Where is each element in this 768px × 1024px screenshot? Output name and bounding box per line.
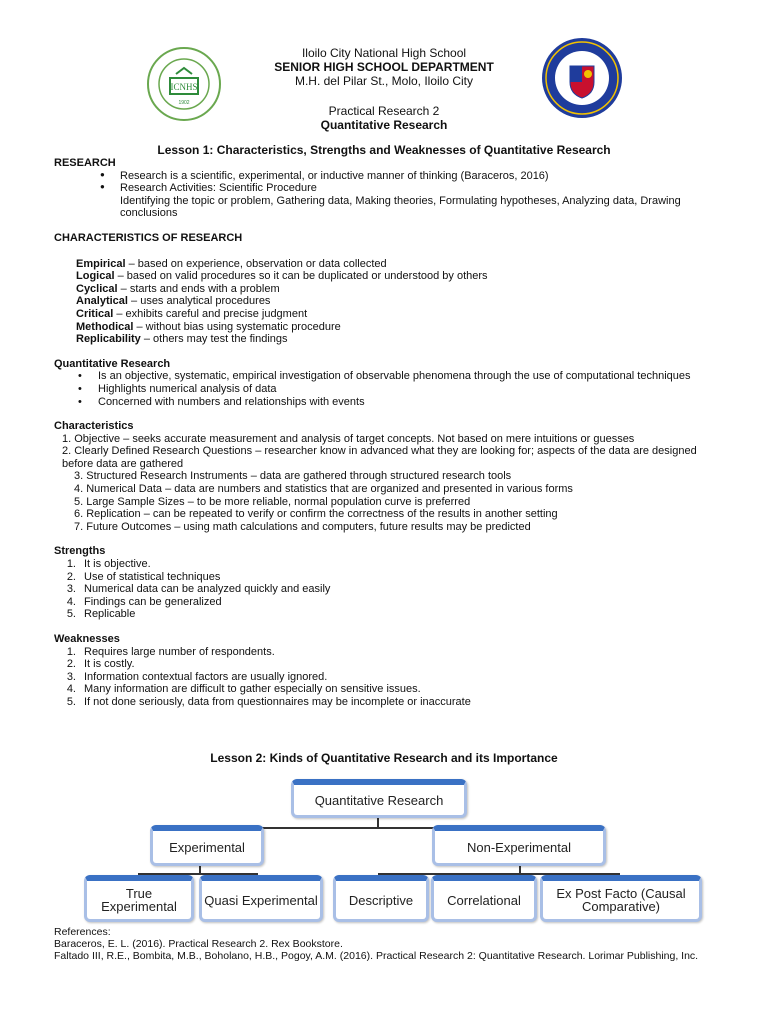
quantitative-research-heading: Quantitative Research [54,357,171,370]
list-item: 2. Clearly Defined Research Questions – researcher know in advanced what they are looking for; aspects of the data are designed before data are gathered [62,445,697,470]
list-item: ● Research Activities: Scientific Procedure [98,182,724,195]
course-title: Practical Research 2 [328,104,440,118]
characteristics-list [76,258,724,346]
list-item: • Is an objective, systematic, empirical investigation of observable phenomena through the use of computational techniques [76,370,724,383]
list-item: 5. Replicable [66,608,136,621]
list-item: 1. Requires large number of respondents. [66,645,275,658]
school-address: M.H. del Pilar St., Molo, Iloilo City [294,74,474,88]
list-item: 3. Information contextual factors are usually ignored. [66,670,328,683]
svg-text:ICNHS: ICNHS [170,82,198,92]
strengths-list [54,558,724,621]
characteristics2-list [54,433,724,534]
diagram-node-quasi-experimental: Quasi Experimental [199,875,323,922]
list-item: 4. Many information are difficult to gather especially on sensitive issues. [66,683,421,696]
lesson2-title: Lesson 2: Kinds of Quantitative Research and its Importance [210,751,558,765]
list-item: • Concerned with numbers and relationships with events [76,396,724,409]
svg-text:1902: 1902 [178,100,190,106]
list-item: 4. Numerical Data – data are numbers and statistics that are organized and presented in various forms [74,483,573,496]
diagram-node-correlational: Correlational [431,875,537,922]
diagram-node-quantitative-research: Quantitative Research [291,779,467,818]
topic-title: Quantitative Research [320,118,448,132]
reference-item: Baraceros, E. L. (2016). Practical Research 2. Rex Bookstore. [54,938,343,950]
research-heading: RESEARCH [54,157,116,169]
diagram-node-experimental: Experimental [150,825,264,866]
characteristics-heading: CHARACTERISTICS OF RESEARCH [54,231,243,244]
list-item: Empirical – based on experience, observation or data collected [76,257,387,270]
department-name: SENIOR HIGH SCHOOL DEPARTMENT [274,60,494,74]
references [54,926,724,962]
list-item: Cyclical – starts and ends with a problem [76,282,280,295]
list-item: 6. Replication – can be repeated to verify or confirm the correctness of the results in another setting [74,508,558,521]
weaknesses-list [54,646,724,709]
list-item: Analytical – uses analytical procedures [76,295,271,308]
research-activities-detail: Identifying the topic or problem, Gathering data, Making theories, Formulating hypotheses, Analyzing data, Drawing conclusions [120,194,681,220]
list-item: 1. Objective – seeks accurate measurement and analysis of target concepts. Not based on mere intuitions or guesses [62,432,635,445]
list-item: Logical – based on valid procedures so it can be duplicated or understood by others [76,270,488,283]
diagram-node-non-experimental: Non-Experimental [432,825,606,866]
list-item: ● Research is a scientific, experimental, or inductive manner of thinking (Baraceros, 2016) [98,170,724,183]
diagram-node-ex-post-facto: Ex Post Facto (Causal Comparative) [540,875,702,922]
list-item: Methodical – without bias using systematic procedure [76,320,341,333]
list-item: 7. Future Outcomes – using math calculations and computers, future results may be predicted [74,520,531,533]
list-item: 5. If not done seriously, data from questionnaires may be incomplete or inaccurate [66,695,471,708]
weaknesses-heading: Weaknesses [54,633,120,645]
list-item: 5. Large Sample Sizes – to be more reliable, normal population curve is preferred [74,495,471,508]
list-item: 1. It is objective. [66,558,151,571]
school-name: Iloilo City National High School [301,46,467,60]
lesson1-title: Lesson 1: Characteristics, Strengths and Weaknesses of Quantitative Research [157,143,611,157]
list-item: 3. Numerical data can be analyzed quickly and easily [66,583,331,596]
list-item: 2. Use of statistical techniques [66,570,221,583]
references-heading: References: [54,926,111,938]
diagram-node-descriptive: Descriptive [333,875,429,922]
list-item: 3. Structured Research Instruments – data are gathered through structured research tools [74,470,512,483]
list-item: Critical – exhibits careful and precise judgment [76,307,308,320]
diagram-node-true-experimental: True Experimental [84,875,194,922]
list-item: 2. It is costly. [66,658,135,671]
research-bullets [98,170,724,195]
reference-item: Faltado III, R.E., Bombita, M.B., Boholano, H.B., Pogoy, A.M. (2016). Practical Research 2: Quantitative Research. Lorimar Publishing, Inc. [54,950,699,962]
list-item: Replicability – others may test the findings [76,333,288,346]
list-item: 4. Findings can be generalized [66,595,222,608]
list-item: • Highlights numerical analysis of data [76,383,724,396]
strengths-heading: Strengths [54,545,106,558]
quantitative-bullets [76,370,724,408]
characteristics2-heading: Characteristics [54,420,134,433]
